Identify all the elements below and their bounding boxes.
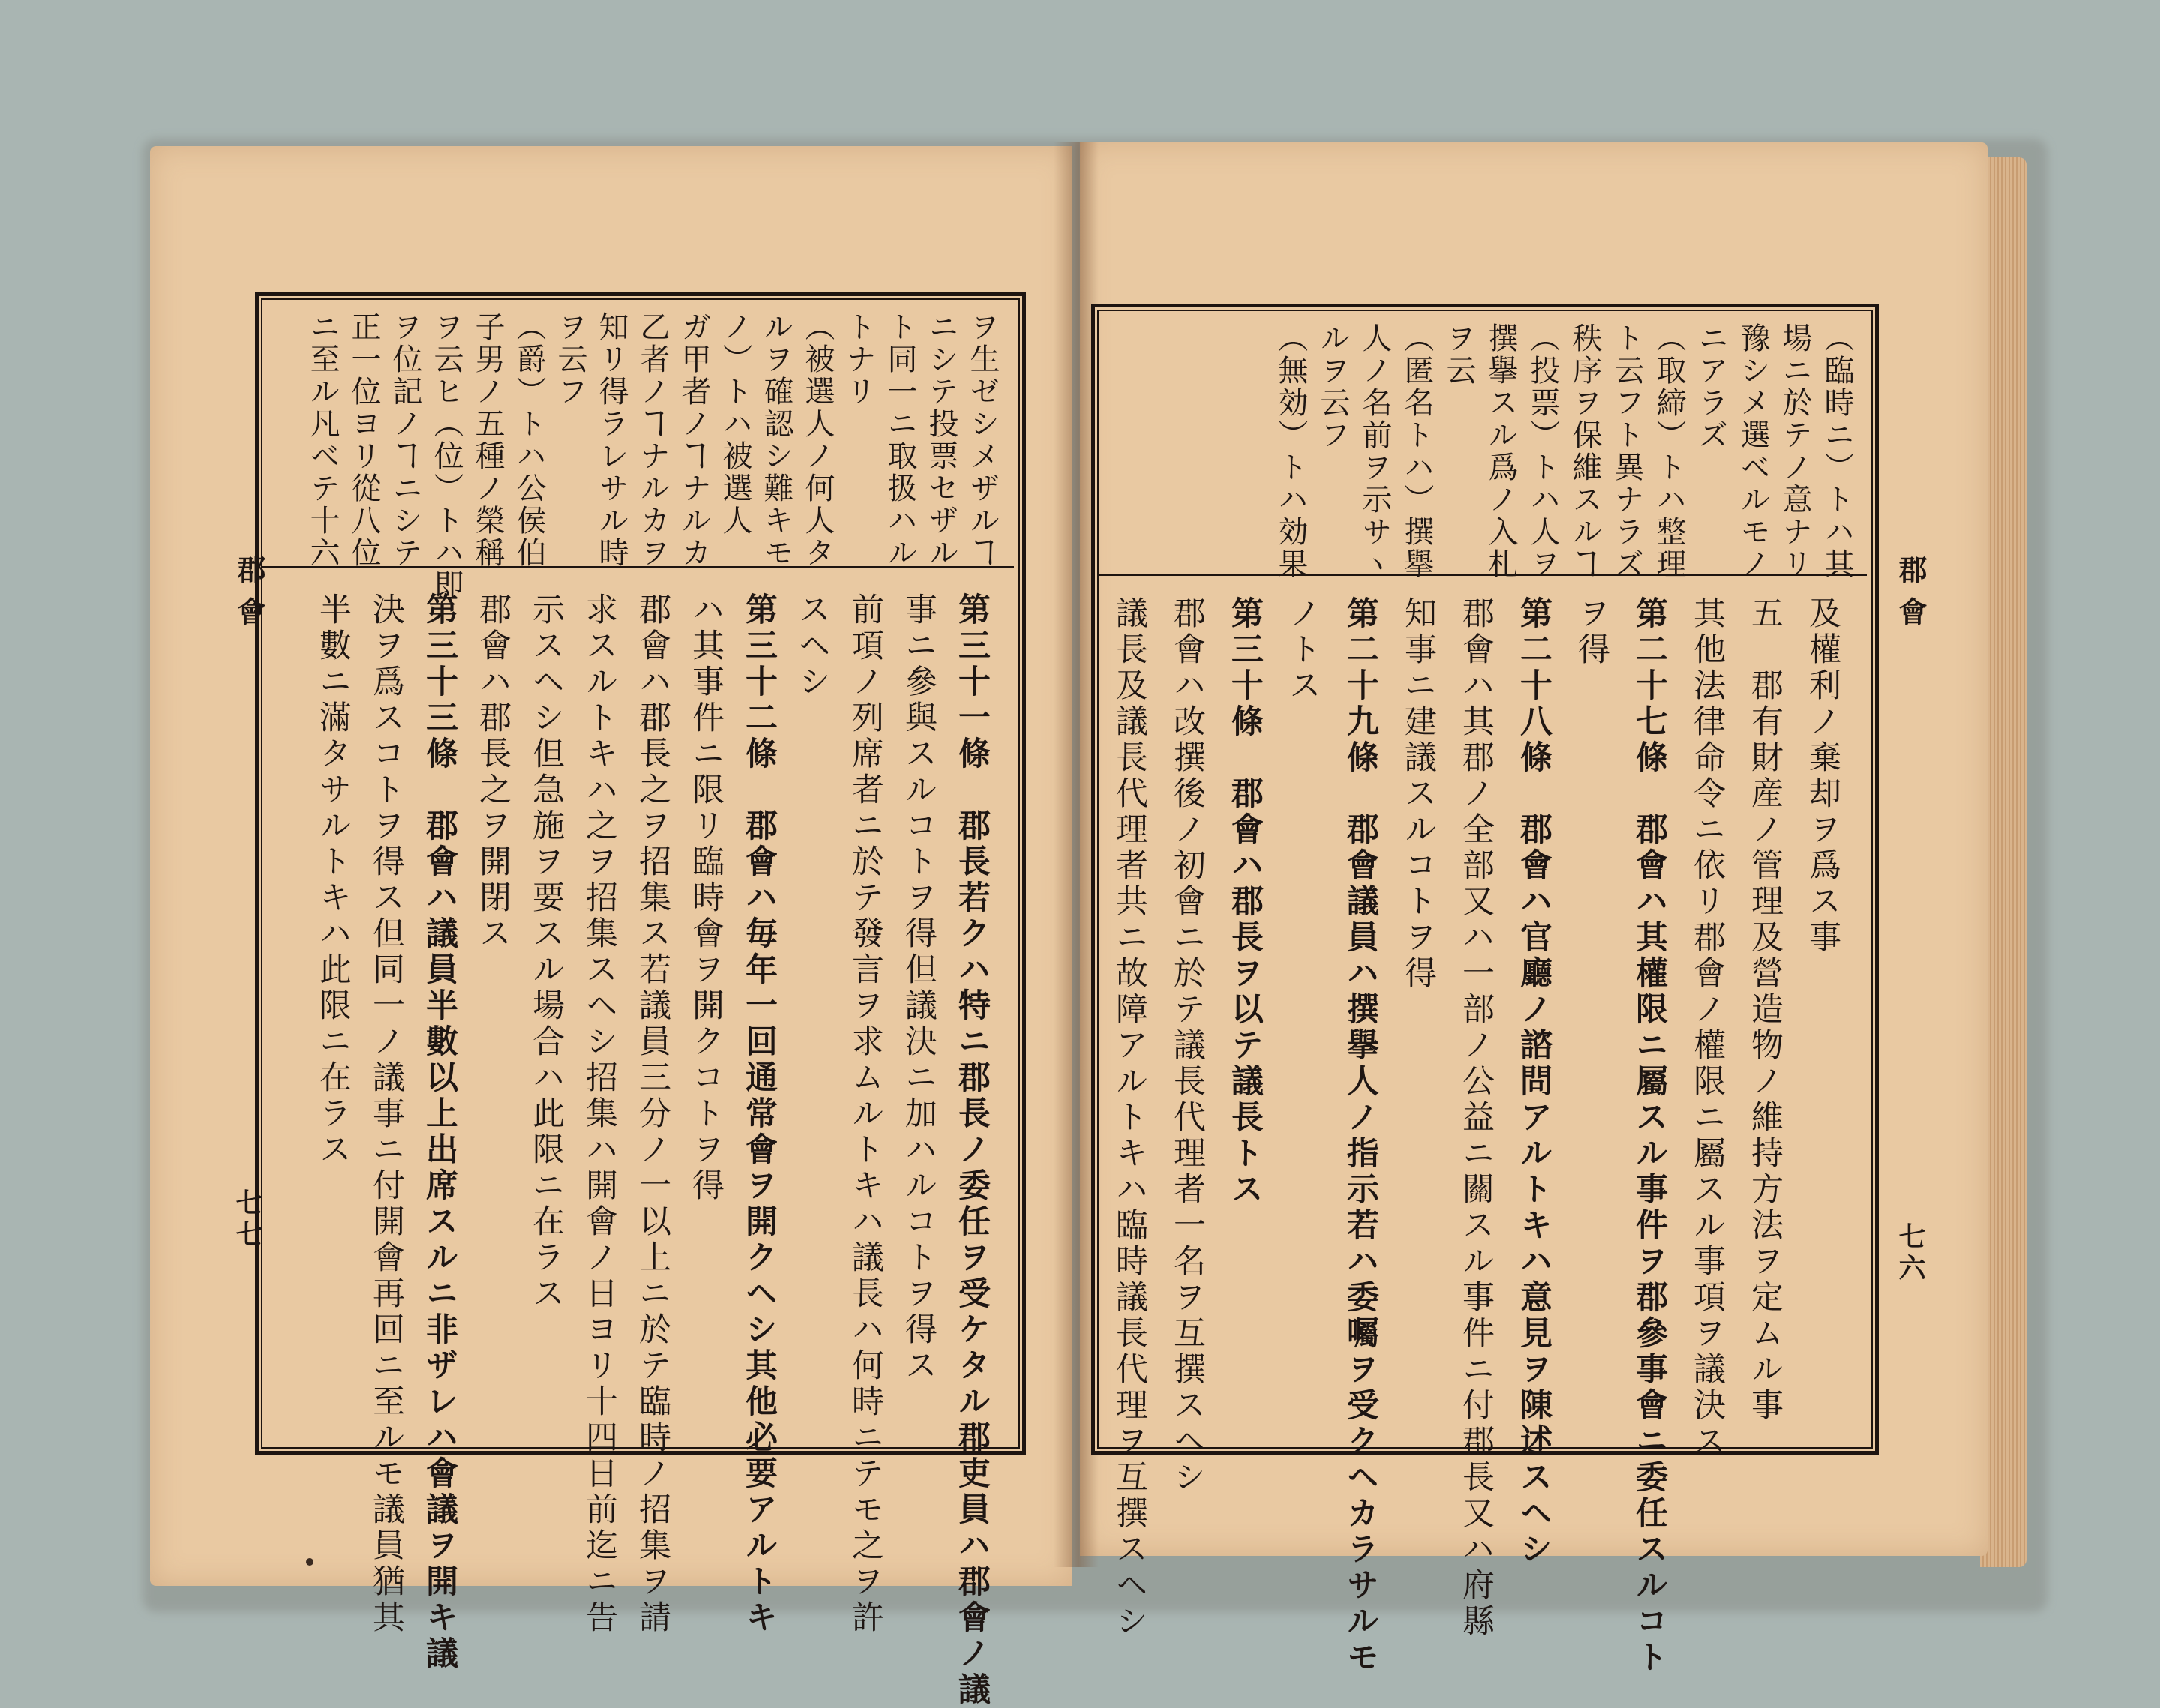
body-line: ハ其事件ニ限リ臨時會ヲ開クコトヲ得 (687, 592, 724, 1204)
note-line: 豫シメ選ベルモノ (1736, 322, 1770, 580)
body-line: 第三十二條 郡會ハ毎年一回通常會ヲ開クヘシ其他必要アルトキ (740, 592, 778, 1636)
body-line: 示スヘシ但急施ヲ要スル場合ハ此限ニ在ラス (527, 592, 565, 1312)
note-line: 場ニ於テノ意ナリ (1778, 322, 1812, 580)
note-line: （投票）トハ人ヲ (1526, 322, 1560, 580)
note-line: （無効）トハ効果 (1274, 322, 1308, 580)
note-line: ヲ云フ (553, 311, 587, 408)
body-line: 五 郡有財産ノ管理及營造物ノ維持方法ヲ定ムル事 (1746, 596, 1784, 1424)
body-line: 第二十九條 郡會議員ハ撰擧人ノ指示若ハ委囑ヲ受クヘカラサルモ (1342, 596, 1379, 1676)
note-line: （取締）トハ整理 (1652, 322, 1686, 580)
body-line: 第三十三條 郡會ハ議員半數以上出席スルニ非ザレハ會議ヲ開キ議 (421, 592, 458, 1672)
note-line: ヲ位記ノヿニシテ (388, 311, 422, 569)
note-line: トナリ (842, 311, 876, 408)
body-line: 半數ニ滿タサルトキハ此限ニ在ラス (314, 592, 352, 1168)
body-line: ヲ得 (1573, 596, 1610, 668)
note-line: ノ）トハ被選人 (718, 311, 752, 537)
body-line: 第三十條 郡會ハ郡長ヲ以テ議長トス (1226, 596, 1264, 1208)
body-line: 其他法律命令ニ依リ郡會ノ權限ニ屬スル事項ヲ議決ス (1688, 596, 1726, 1460)
left-page-number: 七七 (232, 1188, 263, 1251)
note-line: ガ甲者ノヿナルカ (676, 311, 711, 569)
body-line: 第二十七條 郡會ハ其權限ニ屬スル事件ヲ郡參事會ニ委任スルコト (1630, 596, 1668, 1676)
left-running-header: 郡會 (232, 555, 266, 639)
note-line: 正一位ヨリ從八位 (346, 311, 381, 569)
note-line: 人ノ名前ヲ示サヽ (1358, 322, 1392, 580)
note-line: ヲ云 (1442, 322, 1476, 387)
right-running-header: 郡會 (1894, 555, 1928, 639)
left-margin-mark (306, 1558, 314, 1566)
body-line: 第三十一條 郡長若クハ特ニ郡長ノ委任ヲ受ケタル郡吏員ハ郡會ノ議 (953, 592, 991, 1708)
note-line: ルヲ云フ (1316, 322, 1350, 451)
note-line: ルヲ確認シ難キモ (759, 311, 794, 569)
body-line: 郡會ハ郡長之ヲ開閉ス (474, 592, 512, 952)
body-line: 及權利ノ棄却ヲ爲ス事 (1804, 596, 1841, 956)
body-line: 郡會ハ改撰後ノ初會ニ於テ議長代理者一名ヲ互撰スヘシ (1168, 596, 1206, 1496)
note-line: ヲ生ゼシメザルヿ (965, 311, 1000, 569)
body-line: 事ニ參與スルコトヲ得但議決ニ加ハルコトヲ得ス (900, 592, 938, 1384)
note-line: ニシテ投票セザル (924, 311, 958, 569)
body-line: 議長及議長代理者共ニ故障アルトキハ臨時議長代理ヲ互撰スヘシ (1111, 596, 1148, 1640)
body-line: 求スルトキハ之ヲ招集スヘシ招集ハ開會ノ日ヨリ十四日前迄ニ告 (580, 592, 618, 1636)
note-line: ニアラズ (1694, 322, 1728, 451)
note-line: 撰擧スル爲ノ入札 (1484, 322, 1518, 580)
right-page-number: 七六 (1894, 1222, 1926, 1285)
note-line: （被選人ノ何人タ (800, 311, 835, 569)
body-line: 郡會ハ其郡ノ全部又ハ一部ノ公益ニ關スル事件ニ付郡長又ハ府縣 (1457, 596, 1495, 1640)
body-line: スヘシ (794, 592, 831, 700)
note-line: （匿名トハ）撰擧 (1400, 322, 1434, 580)
note-line: （爵）トハ公侯伯 (512, 311, 546, 569)
body-line: ノトス (1284, 596, 1322, 704)
body-line: 決ヲ爲スコトヲ得ス但同一ノ議事ニ付開會再回ニ至ルモ議員猶其 (368, 592, 405, 1636)
note-line: 秩序ヲ保維スルヿ (1568, 322, 1602, 580)
body-line: 知事ニ建議スルコトヲ得 (1400, 596, 1437, 992)
note-line: （臨時ニ）トハ其 (1820, 322, 1854, 580)
note-line: ヲ云ヒ（位）トハ即 (429, 311, 464, 601)
body-line: 前項ノ列席者ニ於テ發言ヲ求ムルトキハ議長ハ何時ニテモ之ヲ許 (847, 592, 884, 1636)
note-line: 乙者ノヿナルカヲ (635, 311, 670, 569)
note-line: 子男ノ五種ノ榮稱 (470, 311, 505, 569)
note-line: ニ至ル凡ベテ十六 (305, 311, 340, 569)
note-line: ト云フト異ナラズ (1610, 322, 1644, 580)
note-line: 知リ得ラレサル時 (594, 311, 628, 569)
body-line: 第二十八條 郡會ハ官廳ノ諮問アルトキハ意見ヲ陳述スヘシ (1515, 596, 1552, 1568)
note-line: ト同一ニ取扱ハル (883, 311, 917, 569)
body-line: 郡會ハ郡長之ヲ招集ス若議員三分ノ一以上ニ於テ臨時ノ招集ヲ請 (634, 592, 671, 1636)
